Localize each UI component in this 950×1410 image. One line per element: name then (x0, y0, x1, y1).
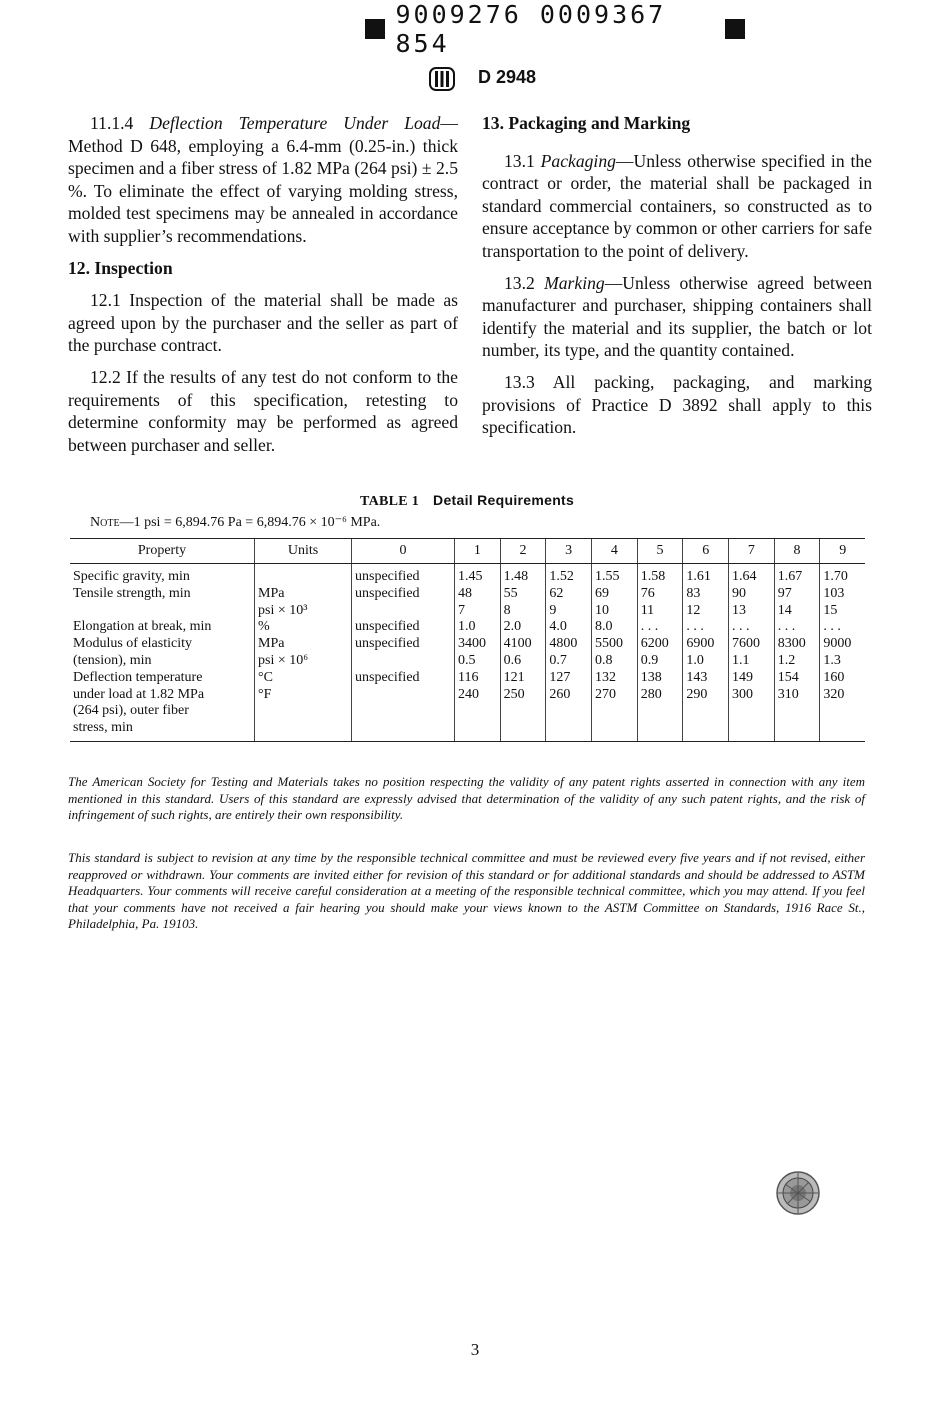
type-6-cell: 1.61 83 12 . . . 6900 1.0 143 290 (683, 564, 729, 742)
column-header: 4 (592, 539, 638, 564)
paragraph-body: —Unless otherwise specified in the contract or order, the material shall be packaged in standard commercial containers, so constructed as to ensure acceptance by common or other carriers for safe transportation to the point of delivery. (482, 150, 872, 261)
paragraph-13-2 (482, 272, 872, 362)
table-note (90, 514, 380, 531)
barcode-block-left (365, 19, 385, 39)
detail-requirements-table (70, 538, 865, 742)
table-caption (360, 492, 574, 510)
patent-disclaimer: The American Society for Testing and Materials takes no position respecting the validity of any patent rights asserted in connection with any item mentioned in this standard. Users of this standard are expressly advised that determination of the validity of any such patent rights, and the risk of infringement of such rights, are entirely their own responsibility. (68, 774, 865, 822)
paragraph-body: —Method D 648, employing a 6.4-mm (0.25-in.) thick specimen and a fiber stress of 1.82 MPa (264 psi) ± 2.5 %. To eliminate the effect of varying molding stress, molded test specimens may be annealed in accordance with supplier’s recommendations. (68, 113, 458, 246)
paragraph-number: 13.1 (504, 150, 535, 171)
column-header: 9 (820, 539, 865, 564)
paragraph-title: Packaging (540, 150, 616, 171)
barcode-header (365, 0, 745, 58)
astm-logo-icon (428, 66, 456, 92)
type-3-cell: 1.52 62 9 4.0 4800 0.7 127 260 (546, 564, 592, 742)
barcode-block-right (725, 19, 745, 39)
type-0-cell: unspecified unspecified unspecified unspecified unspecified (352, 564, 455, 742)
table-title: Detail Requirements (433, 492, 575, 508)
column-header: Property (70, 539, 255, 564)
standard-number: D 2948 (478, 67, 537, 87)
type-9-cell: 1.70 103 15 . . . 9000 1.3 160 320 (820, 564, 865, 742)
column-header: 7 (729, 539, 775, 564)
type-2-cell: 1.48 55 8 2.0 4100 0.6 121 250 (500, 564, 546, 742)
units-cell: MPa psi × 10³ % MPa psi × 10⁶ °C °F (255, 564, 352, 742)
revision-notice: This standard is subject to revision at any time by the responsible technical committee and must be reviewed every five years and if not revised, either reapproved or withdrawn. Your comments are invited either for revision of this standard or for additional standards and should be addressed to ASTM Headquarters. Your comments will receive careful consideration at a meeting of the responsible technical committee, which you may attend. If you feel that your comments have not received a fair hearing you should make your views known to the ASTM Committee on Standards, 1916 Race St., Philadelphia, Pa. 19103. (68, 850, 865, 931)
type-4-cell: 1.55 69 10 8.0 5500 0.8 132 270 (592, 564, 638, 742)
paragraph-number: 11.1.4 (90, 113, 134, 133)
paragraph-13-1 (482, 150, 872, 263)
column-header: 8 (774, 539, 820, 564)
paragraph-12-1: 12.1 Inspection of the material shall be made as agreed upon by the purchaser and the seller as part of the purchase contract. (68, 290, 458, 356)
paragraph-body: —Unless otherwise agreed between manufacturer and purchaser, shipping containers shall identify the material and its supplier, the batch or lot number, its type, and the quantity contained. (482, 272, 872, 361)
table-row (70, 564, 865, 742)
property-cell: Specific gravity, min Tensile strength, min Elongation at break, min Modulus of elasticity (tension), min Deflection temperature under load at 1.82 MPa (264 psi), outer fiber stress, min (70, 564, 255, 742)
column-header: 3 (546, 539, 592, 564)
table-note-body: —1 psi = 6,894.76 Pa = 6,894.76 × 10⁻⁶ MPa. (119, 515, 381, 530)
type-7-cell: 1.64 90 13 . . . 7600 1.1 149 300 (729, 564, 775, 742)
table-label: TABLE 1 (360, 494, 420, 509)
type-8-cell: 1.67 97 14 . . . 8300 1.2 154 310 (774, 564, 820, 742)
column-header: Units (255, 539, 352, 564)
left-column (68, 112, 458, 465)
table-header-row (70, 539, 865, 564)
section-13-heading: 13. Packaging and Marking (482, 113, 691, 133)
paragraph-number: 13.2 (504, 272, 535, 293)
column-header: 1 (455, 539, 501, 564)
seal-icon (775, 1170, 821, 1216)
page-number: 3 (470, 1340, 480, 1359)
column-header: 6 (683, 539, 729, 564)
paragraph-12-2: 12.2 If the results of any test do not conform to the requirements of this specification, retesting to determine conformity may be performed as agreed between purchaser and seller. (68, 366, 458, 455)
column-header: 2 (500, 539, 546, 564)
column-header: 5 (637, 539, 683, 564)
paragraph-title: Deflection Temperature Under Load (149, 113, 441, 133)
column-header: 0 (352, 539, 455, 564)
barcode-text: 9009276 0009367 854 (395, 0, 667, 58)
paragraph-13-3: 13.3 All packing, packaging, and marking provisions of Practice D 3892 shall apply to this specification. (482, 371, 872, 438)
paragraph-title: Marking (544, 272, 605, 293)
table-note-prefix: Note (90, 515, 120, 530)
type-1-cell: 1.45 48 7 1.0 3400 0.5 116 240 (455, 564, 501, 742)
type-5-cell: 1.58 76 11 . . . 6200 0.9 138 280 (637, 564, 683, 742)
section-12-heading: 12. Inspection (68, 257, 173, 278)
right-column (482, 112, 872, 448)
paragraph-11-1-4 (68, 112, 458, 248)
